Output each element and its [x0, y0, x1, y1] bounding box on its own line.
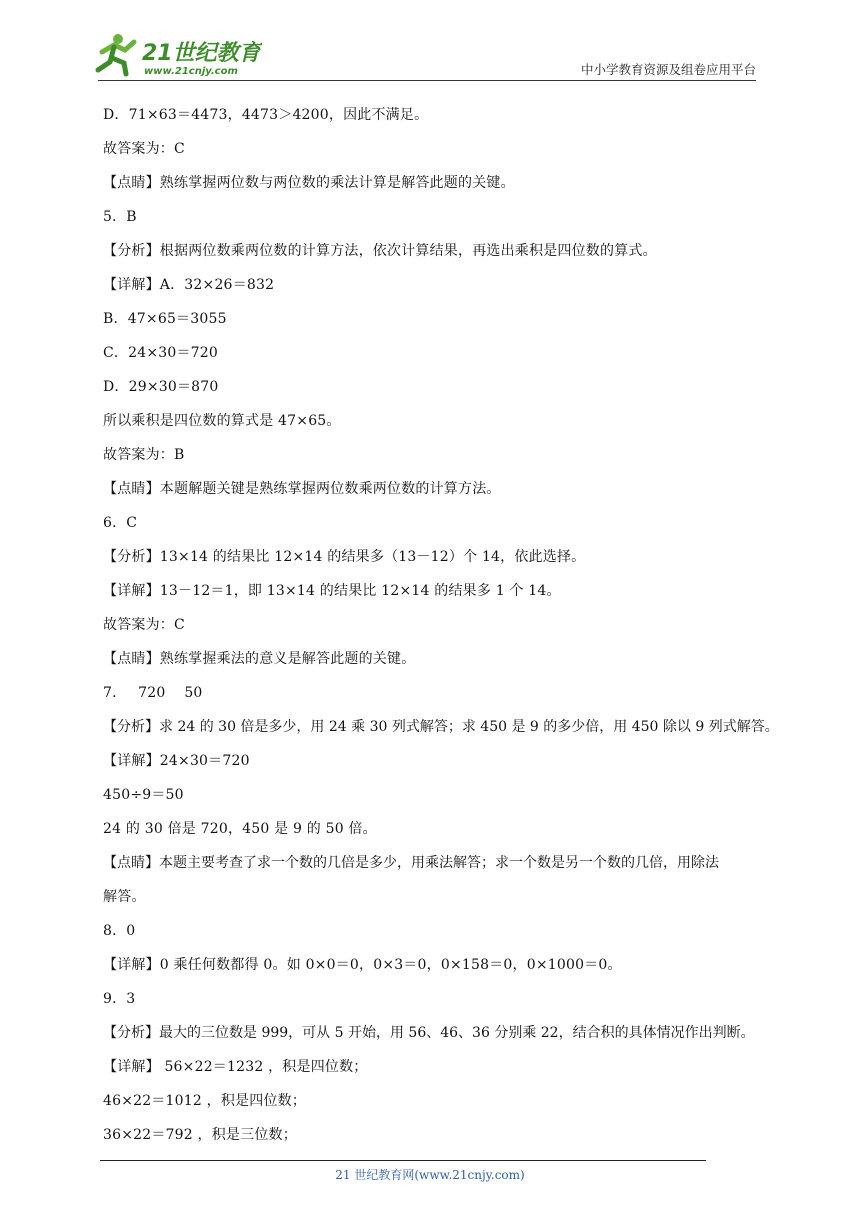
logo-url: www.21cnjy.com — [144, 66, 238, 77]
text-line: D．29×30＝870 — [103, 379, 219, 395]
text-line: 【详解】0 乘任何数都得 0。如 0×0＝0，0×3＝0，0×158＝0，0×1000＝0。 — [103, 957, 622, 973]
text-line: 【详解】 56×22＝1232 ，积是四位数； — [103, 1059, 368, 1075]
logo-runner-icon — [92, 30, 262, 78]
text-line: D．71×63＝4473，4473＞4200，因此不满足。 — [103, 107, 429, 123]
text-line: 【分析】最大的三位数是 999，可从 5 开始，用 56、46、36 分别乘 22，结合积的具体情况作出判断。 — [103, 1025, 755, 1041]
text-line: 【详解】13－12＝1，即 13×14 的结果比 12×14 的结果多 1 个 14。 — [103, 583, 561, 599]
question-number: 7． 720 50 — [103, 685, 203, 701]
page-header — [0, 0, 860, 82]
text-line: 24 的 30 倍是 720，450 是 9 的 50 倍。 — [103, 821, 377, 837]
answer-content — [103, 98, 779, 1152]
text-line: 故答案为：B — [103, 447, 185, 463]
text-line: 【详解】A．32×26＝832 — [103, 277, 275, 293]
footer-divider — [100, 1160, 706, 1161]
text-line: 【分析】求 24 的 30 倍是多少，用 24 乘 30 列式解答；求 450 是 9 的多少倍，用 450 除以 9 列式解答。 — [103, 719, 779, 735]
text-line: 【分析】13×14 的结果比 12×14 的结果多（13－12）个 14，依此选择。 — [103, 549, 586, 565]
text-line: 【详解】24×30＝720 — [103, 753, 250, 769]
text-line: 故答案为：C — [103, 141, 185, 157]
question-number: 6．C — [103, 515, 138, 531]
text-line: C．24×30＝720 — [103, 345, 218, 361]
text-line: 450÷9＝50 — [103, 787, 184, 803]
text-line: 解答。 — [103, 889, 146, 905]
question-number: 9．3 — [103, 991, 136, 1007]
header-divider — [98, 80, 756, 81]
text-line: B．47×65＝3055 — [103, 311, 227, 327]
text-line: 故答案为：C — [103, 617, 185, 633]
text-line: 【点睛】本题解题关键是熟练掌握两位数乘两位数的计算方法。 — [103, 481, 501, 497]
text-line: 46×22＝1012 ，积是四位数； — [103, 1093, 307, 1109]
text-line: 【点睛】熟练掌握两位数与两位数的乘法计算是解答此题的关键。 — [103, 175, 515, 191]
text-line: 【分析】根据两位数乘两位数的计算方法，依次计算结果，再选出乘积是四位数的算式。 — [103, 243, 657, 259]
logo-text: 21世纪教育 — [142, 41, 261, 66]
text-line: 36×22＝792 ，积是三位数； — [103, 1127, 297, 1143]
footer-link[interactable]: 21 世纪教育网(www.21cnjy.com) — [335, 1168, 525, 1182]
question-number: 5．B — [103, 209, 137, 225]
text-line: 【点睛】熟练掌握乘法的意义是解答此题的关键。 — [103, 651, 416, 667]
text-line: 【点睛】本题主要考查了求一个数的几倍是多少，用乘法解答；求一个数是另一个数的几倍，用除法 — [103, 855, 719, 871]
text-line: 所以乘积是四位数的算式是 47×65。 — [103, 413, 341, 429]
platform-title: 中小学教育资源及组卷应用平台 — [580, 62, 756, 77]
question-number: 8．0 — [103, 923, 136, 939]
